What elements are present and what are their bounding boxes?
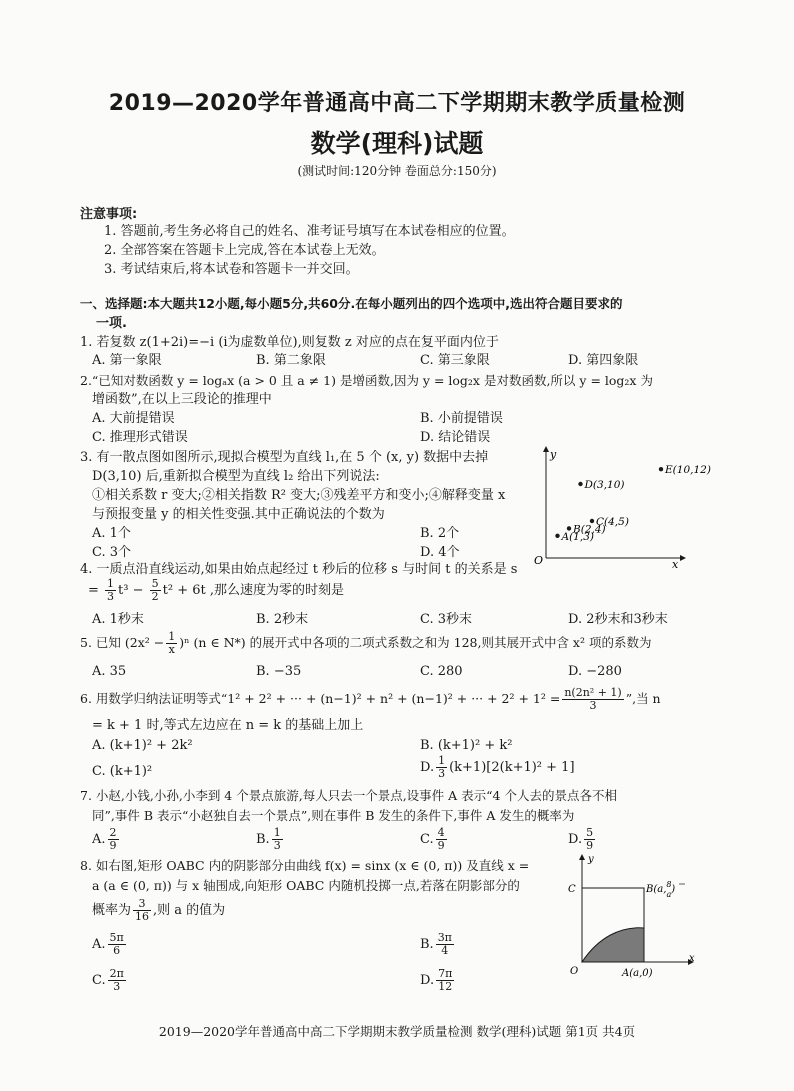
q3-stem-cont: 与预报变量 y 的相关性变强.其中正确说法的个数为 xyxy=(92,507,385,522)
q6-stem-post: ”,当 n xyxy=(625,691,661,706)
fraction-num: 2π xyxy=(109,967,124,980)
point-b-label xyxy=(645,880,675,899)
scatter-point-label: B(2,4) xyxy=(573,523,606,536)
option-fraction xyxy=(108,968,126,993)
fraction-num: 5 xyxy=(586,826,594,839)
option-letter: D. xyxy=(420,973,435,988)
option-fraction xyxy=(108,827,119,852)
notice-item: 1. 答题前,考生务必将自己的姓名、准考证号填写在本试卷相应的位置。 xyxy=(104,224,515,239)
fraction-num: 1 xyxy=(438,754,446,767)
option-letter: C. xyxy=(420,832,434,847)
q8-option-a xyxy=(92,930,128,960)
fraction-num: 5π xyxy=(109,931,124,944)
option-fraction xyxy=(108,932,126,957)
q6-option-b: B. (k+1)² + k² xyxy=(420,738,513,753)
q5-stem-post: )ⁿ (n ∈ N*) 的展开式中各项的二项式系数之和为 128,则其展开式中含 x² 项的系数为 xyxy=(179,635,652,650)
q8-stem-pre: 概率为 xyxy=(92,903,132,918)
fraction-num: 4 xyxy=(437,826,445,839)
point-b-suffix: ) xyxy=(671,884,676,895)
q7-option-c xyxy=(420,826,449,854)
q3-option-b: B. 2个 xyxy=(420,526,460,541)
q7-option-a xyxy=(92,826,121,854)
q2-stem: 2.“已知对数函数 y = logₐx (a > 0 且 a ≠ 1) 是增函数,因为 y = log₂x 是对数函数,所以 y = log₂x 为 xyxy=(80,373,653,388)
fraction-den: 3 xyxy=(107,590,115,603)
q7-stem-cont: 同”,事件 B 表示“小赵独自去一个景点”,则在事件 B 发生的条件下,事件 A 发生的概率为 xyxy=(92,808,575,823)
fraction-num: 1 xyxy=(107,577,115,590)
q6-option-a: A. (k+1)² + 2k² xyxy=(92,738,193,753)
fraction-den: 3 xyxy=(273,839,281,852)
q4-eq-prefix: = xyxy=(88,583,99,598)
q5-option-a: A. 35 xyxy=(92,664,127,679)
q6-stem xyxy=(80,684,661,714)
q8-prob-fraction xyxy=(133,898,151,923)
q5-option-c: C. 280 xyxy=(420,664,463,679)
section-heading-cont: 一项. xyxy=(96,316,127,331)
fraction-den: x xyxy=(168,643,175,656)
scatter-point xyxy=(659,467,663,471)
q4-fraction-1 xyxy=(105,578,116,603)
q6-stem-pre: 6. 用数学归纳法证明等式“1² + 2² + ··· + (n−1)² + n² + (n−1)² + ··· + 2² + 1² = xyxy=(80,691,561,706)
q6-fraction xyxy=(562,687,623,712)
q5-option-b: B. −35 xyxy=(256,664,302,679)
q5-stem xyxy=(80,630,651,656)
q8-option-d xyxy=(420,966,456,996)
fraction-den: 12 xyxy=(438,980,453,993)
section-heading: 一、选择题:本大题共12小题,每小题5分,共60分.在每小题列出的四个选项中,选出符合题目要求的 xyxy=(80,296,623,311)
fraction-den: 16 xyxy=(135,910,150,923)
fraction-den: 9 xyxy=(586,839,594,852)
option-fraction xyxy=(436,827,447,852)
q3-option-c: C. 3个 xyxy=(92,545,132,560)
scatter-point-label: A(1,3) xyxy=(561,530,594,543)
scatter-point xyxy=(555,534,559,538)
point-c-label: C xyxy=(568,884,576,895)
notice-item: 3. 考试结束后,将本试卷和答题卡一并交回。 xyxy=(104,262,359,277)
q6-option-c: C. (k+1)² xyxy=(92,764,153,779)
q2-stem-cont: 增函数”,在以上三段论的推理中 xyxy=(92,392,272,407)
option-fraction xyxy=(436,968,454,993)
option-letter: C. xyxy=(92,973,106,988)
q2-option-a: A. 大前提错误 xyxy=(92,411,175,426)
q3-option-d: D. 4个 xyxy=(420,545,460,560)
q1-option-d: D. 第四象限 xyxy=(568,353,639,368)
q2-option-d: D. 结论错误 xyxy=(420,430,491,445)
fraction-num: 1 xyxy=(168,630,176,643)
q1-option-a: A. 第一象限 xyxy=(92,353,162,368)
q7-option-b xyxy=(256,826,285,854)
fraction-num: 3π xyxy=(437,931,452,944)
y-axis-label: y xyxy=(550,448,557,461)
option-fraction xyxy=(436,932,454,957)
q5-fraction xyxy=(166,631,177,656)
q8-stem-cont: a (a ∈ (0, π)) 与 x 轴围成,向矩形 OABC 内随机投掷一点,若落在阴影部分的 xyxy=(92,878,520,893)
q5-option-d: D. −280 xyxy=(568,664,622,679)
q2-option-b: B. 小前提错误 xyxy=(420,411,503,426)
q5-stem-pre: 5. 已知 (2x² − xyxy=(80,635,165,650)
point-b-prefix: B(a, xyxy=(646,884,667,895)
option-fraction xyxy=(272,827,283,852)
scatter-point xyxy=(590,519,594,523)
fraction-den: 3 xyxy=(589,699,597,712)
q6-d-fraction xyxy=(436,755,447,780)
q8-stem-post: ,则 a 的值为 xyxy=(153,903,226,918)
q3-stem-cont: D(3,10) 后,重新拟合模型为直线 l₂ 给出下列说法: xyxy=(92,469,380,484)
q6-option-d xyxy=(420,754,575,782)
subject-title: 数学(理科)试题 xyxy=(310,129,484,158)
y-axis-arrow xyxy=(579,854,585,860)
x-axis-label: x xyxy=(689,953,695,964)
fraction-num: 7π xyxy=(438,967,453,980)
fraction-den: 6 xyxy=(113,944,121,957)
q3-stem: 3. 有一散点图如图所示,现拟合模型为直线 l₁,在 5 个 (x, y) 数据中去掉 xyxy=(80,450,489,465)
q4-eq-tail: t² + 6t ,那么速度为零的时刻是 xyxy=(162,583,345,598)
q8-stem-cont xyxy=(92,896,225,926)
fraction-num: n(2n² + 1) xyxy=(564,686,622,699)
q7-stem: 7. 小赵,小钱,小孙,小李到 4 个景点旅游,每人只去一个景点,设事件 A 表示“4 个人去的景点各不相 xyxy=(80,788,617,803)
x-axis-label: x xyxy=(672,558,679,570)
scatter-point xyxy=(567,526,571,530)
origin-label: O xyxy=(570,966,579,977)
option-letter: A. xyxy=(92,937,106,952)
fraction-den: 3 xyxy=(113,980,121,993)
q6-stem-cont: = k + 1 时,等式左边应在 n = k 的基础上加上 xyxy=(92,718,364,733)
scatter-point-label: D(3,10) xyxy=(584,479,625,491)
q1-stem: 1. 若复数 z(1+2i)=−i (i为虚数单位),则复数 z 对应的点在复平面内位于 xyxy=(80,335,499,350)
point-b-frac-den: a xyxy=(666,890,672,899)
option-fraction xyxy=(584,827,595,852)
q4-eq-mid: t³ − xyxy=(118,583,144,598)
fraction-den: 9 xyxy=(109,839,117,852)
q4-equation xyxy=(88,578,344,604)
notice-heading: 注意事项: xyxy=(80,207,138,222)
scatter-point-label: E(10,12) xyxy=(665,464,711,477)
q8-stem: 8. 如右图,矩形 OABC 内的阴影部分由曲线 f(x) = sinx (x ∈ (0, π)) 及直线 x = xyxy=(80,858,530,873)
fraction-den: 3 xyxy=(438,767,446,780)
q3-option-a: A. 1个 xyxy=(92,526,131,541)
fraction-num: 1 xyxy=(273,826,281,839)
fraction-num: 3 xyxy=(133,898,151,911)
fraction-den: 4 xyxy=(441,944,449,957)
q6-d-text: (k+1)[2(k+1)² + 1] xyxy=(449,760,575,775)
exam-title: 2019—2020学年普通高中高二下学期期末教学质量检测 xyxy=(108,91,686,116)
q4-option-a: A. 1秒末 xyxy=(92,612,144,627)
y-axis-label: y xyxy=(588,854,594,865)
q1-option-c: C. 第三象限 xyxy=(420,353,490,368)
notice-item: 2. 全部答案在答题卡上完成,答在本试卷上无效。 xyxy=(104,243,385,258)
option-letter: B. xyxy=(420,937,434,952)
x-axis-arrow xyxy=(680,555,686,561)
q4-stem: 4. 一质点沿直线运动,如果由始点起经过 t 秒后的位移 s 与时间 t 的关系是 s xyxy=(80,562,518,577)
shaded-region xyxy=(582,928,644,962)
fraction-num: 5 xyxy=(151,577,159,590)
option-letter: A. xyxy=(92,832,106,847)
q8-option-b xyxy=(420,930,456,960)
exam-info: (测试时间:120分钟 卷面总分:150分) xyxy=(297,164,497,178)
q8-option-c xyxy=(92,966,128,996)
q3-scatter-plot xyxy=(530,440,730,570)
scatter-point xyxy=(578,482,582,486)
origin-label: O xyxy=(534,554,544,567)
fraction-den: 9 xyxy=(437,839,445,852)
fraction-den: 2 xyxy=(151,590,159,603)
option-letter: B. xyxy=(256,832,270,847)
page-footer: 2019—2020学年普通高中高二下学期期末教学质量检测 数学(理科)试题 第1页 共4页 xyxy=(158,1024,636,1039)
point-b-frac-num: 8 xyxy=(666,880,672,889)
q3-stem-cont: ①相关系数 r 变大;②相关指数 R² 变大;③残差平方和变小;④解释变量 x xyxy=(92,488,506,503)
q1-option-b: B. 第二象限 xyxy=(256,353,326,368)
fraction-num: 2 xyxy=(109,826,117,839)
q8-rectangle-figure xyxy=(560,850,700,990)
point-a-label: A(a,0) xyxy=(622,968,653,979)
q4-option-d: D. 2秒末和3秒末 xyxy=(568,612,668,627)
option-letter: D. xyxy=(420,760,435,775)
q4-option-c: C. 3秒末 xyxy=(420,612,473,627)
scatter-point-label: C(4,5) xyxy=(596,516,629,528)
q2-option-c: C. 推理形式错误 xyxy=(92,430,188,445)
q4-fraction-2 xyxy=(150,578,161,603)
option-letter: D. xyxy=(568,832,583,847)
y-axis-arrow xyxy=(543,446,549,452)
q4-option-b: B. 2秒末 xyxy=(256,612,309,627)
